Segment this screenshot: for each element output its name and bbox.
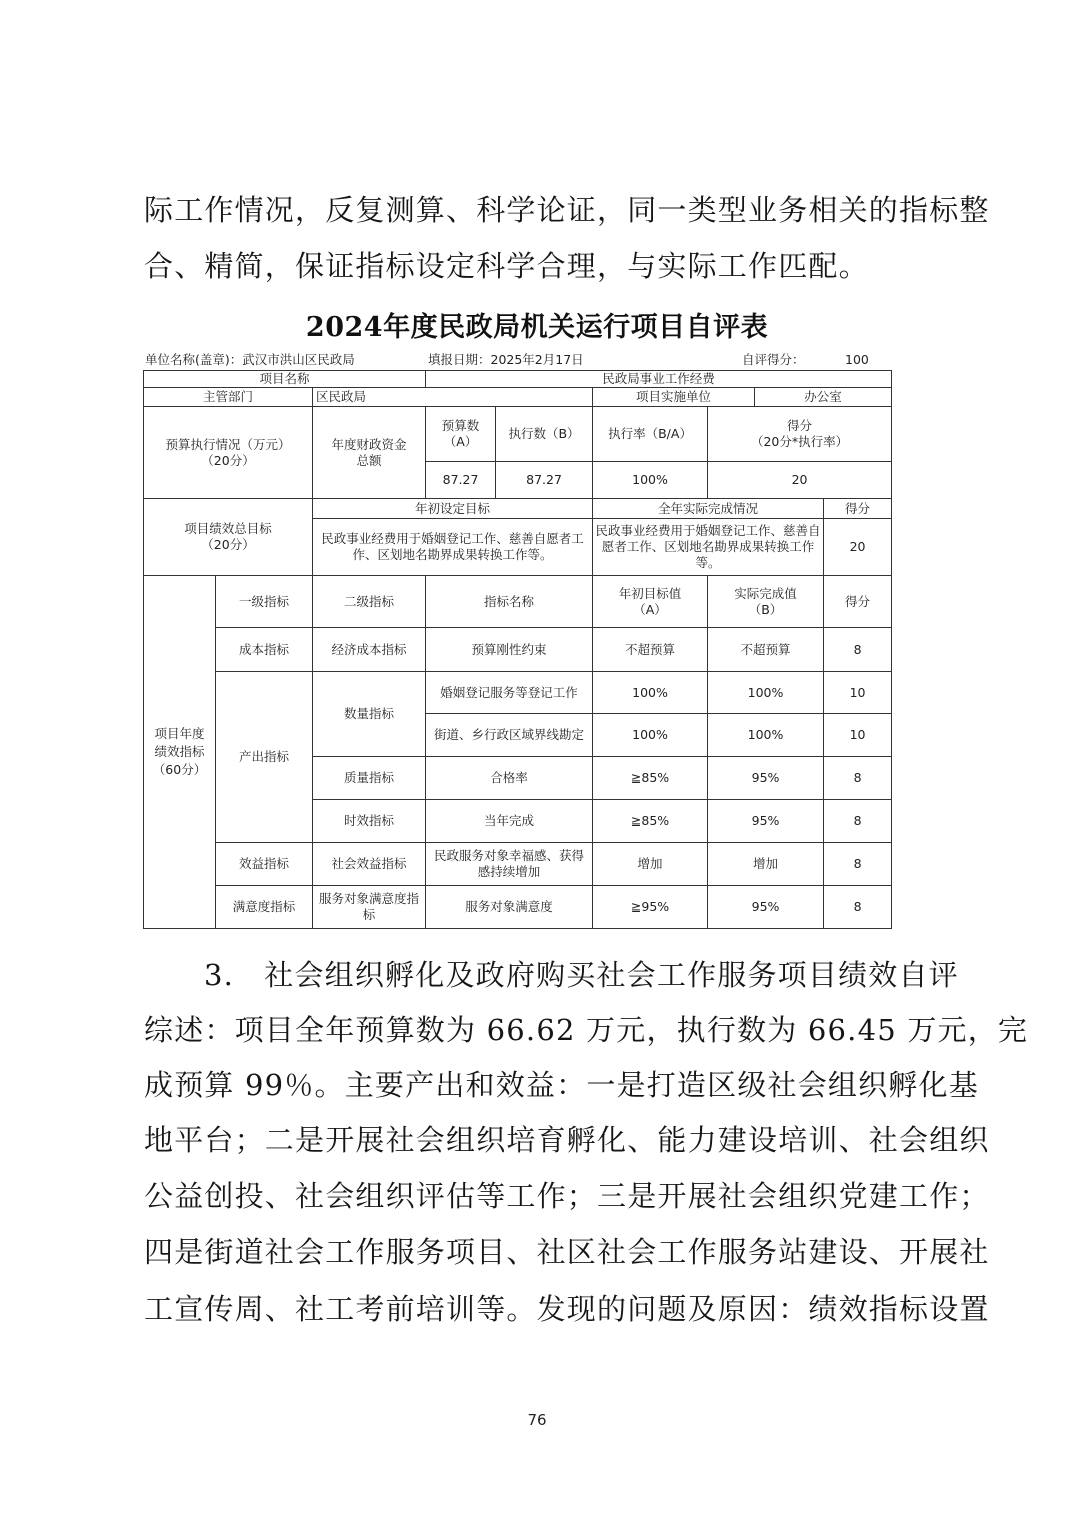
table-row xyxy=(144,886,892,929)
quality-level2: 质量指标 xyxy=(313,757,426,800)
timeliness-score: 8 xyxy=(824,800,892,843)
budget-a-label: 预算数 （A） xyxy=(426,407,496,462)
dept-value: 区民政局 xyxy=(313,388,593,407)
satisfaction-level2: 服务对象满意度指标 xyxy=(313,886,426,929)
quantity-actual: 100% xyxy=(708,672,824,714)
fund-total-label: 年度财政资金 总额 xyxy=(313,407,426,499)
quality-actual: 95% xyxy=(708,757,824,800)
goal-label: 项目绩效总目标 （20分） xyxy=(144,499,313,576)
cost-actual: 不超预算 xyxy=(708,628,824,672)
budget-label: 预算执行情况（万元） （20分） xyxy=(144,407,313,499)
section3-line: 成预算 99％。主要产出和效益：一是打造区级社会组织孵化基 xyxy=(144,1068,979,1102)
table-row xyxy=(144,371,892,388)
quantity-name: 婚姻登记服务等登记工作 xyxy=(426,672,593,714)
goal-initial-header: 年初设定目标 xyxy=(313,499,593,519)
goal-score: 20 xyxy=(824,519,892,576)
project-name-value: 民政局事业工作经费 xyxy=(426,371,892,388)
goal-score-header: 得分 xyxy=(824,499,892,519)
section3-line: 地平台；二是开展社会组织培育孵化、能力建设培训、社会组织 xyxy=(144,1123,990,1157)
timeliness-actual: 95% xyxy=(708,800,824,843)
satisfaction-target: ≧95% xyxy=(593,886,708,929)
dept-label: 主管部门 xyxy=(144,388,313,407)
quantity-actual: 100% xyxy=(708,714,824,757)
table-row xyxy=(144,672,892,714)
header-level2: 二级指标 xyxy=(313,576,426,628)
timeliness-name: 当年完成 xyxy=(426,800,593,843)
benefit-level2: 社会效益指标 xyxy=(313,843,426,886)
section3-line: 工宣传周、社工考前培训等。发现的问题及原因：绩效指标设置 xyxy=(144,1292,990,1326)
satisfaction-score: 8 xyxy=(824,886,892,929)
cost-name: 预算刚性约束 xyxy=(426,628,593,672)
exec-b-label: 执行数（B） xyxy=(496,407,593,462)
self-score-value: 100 xyxy=(845,352,869,367)
indicator-section-label: 项目年度 绩效指标 （60分） xyxy=(144,576,216,929)
cost-level2: 经济成本指标 xyxy=(313,628,426,672)
table-row xyxy=(144,407,892,462)
self-score-label: 自评得分： xyxy=(742,352,805,367)
section3-line: 3. 社会组织孵化及政府购买社会工作服务项目绩效自评 xyxy=(204,958,959,992)
exec-rate-label: 执行率（B/A） xyxy=(593,407,708,462)
cost-level1: 成本指标 xyxy=(216,628,313,672)
goal-actual-text: 民政事业经费用于婚姻登记工作、慈善自愿者工作、区划地名勘界成果转换工作等。 xyxy=(593,519,824,576)
section3-line: 四是街道社会工作服务项目、社区社会工作服务站建设、开展社 xyxy=(144,1235,990,1269)
goal-initial-text: 民政事业经费用于婚姻登记工作、慈善自愿者工作、区划地名勘界成果转换工作等。 xyxy=(313,519,593,576)
header-score: 得分 xyxy=(824,576,892,628)
intro-line: 合、精简，保证指标设定科学合理，与实际工作匹配。 xyxy=(144,249,869,283)
quantity-score: 10 xyxy=(824,714,892,757)
satisfaction-name: 服务对象满意度 xyxy=(426,886,593,929)
benefit-level1: 效益指标 xyxy=(216,843,313,886)
exec-b-value: 87.27 xyxy=(496,462,593,499)
header-actual: 实际完成值 （B） xyxy=(708,576,824,628)
quantity-score: 10 xyxy=(824,672,892,714)
table-row xyxy=(144,388,892,407)
fill-date: 填报日期：2025年2月17日 xyxy=(428,352,584,367)
budget-score-value: 20 xyxy=(708,462,892,499)
header-indicator-name: 指标名称 xyxy=(426,576,593,628)
output-level1: 产出指标 xyxy=(216,672,313,843)
satisfaction-level1: 满意度指标 xyxy=(216,886,313,929)
quality-target: ≧85% xyxy=(593,757,708,800)
quantity-label: 数量指标 xyxy=(313,672,426,757)
section3-line: 综述：项目全年预算数为 66.62 万元，执行数为 66.45 万元，完 xyxy=(144,1013,1029,1047)
table-row xyxy=(144,628,892,672)
project-name-label: 项目名称 xyxy=(144,371,426,388)
self-evaluation-table xyxy=(143,370,892,929)
goal-actual-header: 全年实际完成情况 xyxy=(593,499,824,519)
impl-unit-label: 项目实施单位 xyxy=(593,388,755,407)
unit-name: 单位名称(盖章)：武汉市洪山区民政局 xyxy=(145,352,355,367)
table-title: 2024年度民政局机关运行项目自评表 xyxy=(305,312,769,343)
impl-unit-value: 办公室 xyxy=(755,388,892,407)
benefit-actual: 增加 xyxy=(708,843,824,886)
exec-rate-value: 100% xyxy=(593,462,708,499)
timeliness-level2: 时效指标 xyxy=(313,800,426,843)
quantity-name: 街道、乡行政区域界线勘定 xyxy=(426,714,593,757)
header-level1: 一级指标 xyxy=(216,576,313,628)
table-row xyxy=(144,499,892,519)
budget-score-label: 得分 （20分*执行率） xyxy=(708,407,892,462)
quantity-target: 100% xyxy=(593,672,708,714)
benefit-name: 民政服务对象幸福感、获得感持续增加 xyxy=(426,843,593,886)
benefit-target: 增加 xyxy=(593,843,708,886)
header-target: 年初目标值 （A） xyxy=(593,576,708,628)
cost-score: 8 xyxy=(824,628,892,672)
table-row xyxy=(144,576,892,628)
quality-name: 合格率 xyxy=(426,757,593,800)
section3-line: 公益创投、社会组织评估等工作；三是开展社会组织党建工作； xyxy=(144,1179,990,1213)
timeliness-target: ≧85% xyxy=(593,800,708,843)
cost-target: 不超预算 xyxy=(593,628,708,672)
budget-a-value: 87.27 xyxy=(426,462,496,499)
satisfaction-actual: 95% xyxy=(708,886,824,929)
table-row xyxy=(144,843,892,886)
benefit-score: 8 xyxy=(824,843,892,886)
page-number: 76 xyxy=(527,1411,547,1429)
quantity-target: 100% xyxy=(593,714,708,757)
quality-score: 8 xyxy=(824,757,892,800)
intro-line: 际工作情况，反复测算、科学论证，同一类型业务相关的指标整 xyxy=(144,193,990,227)
